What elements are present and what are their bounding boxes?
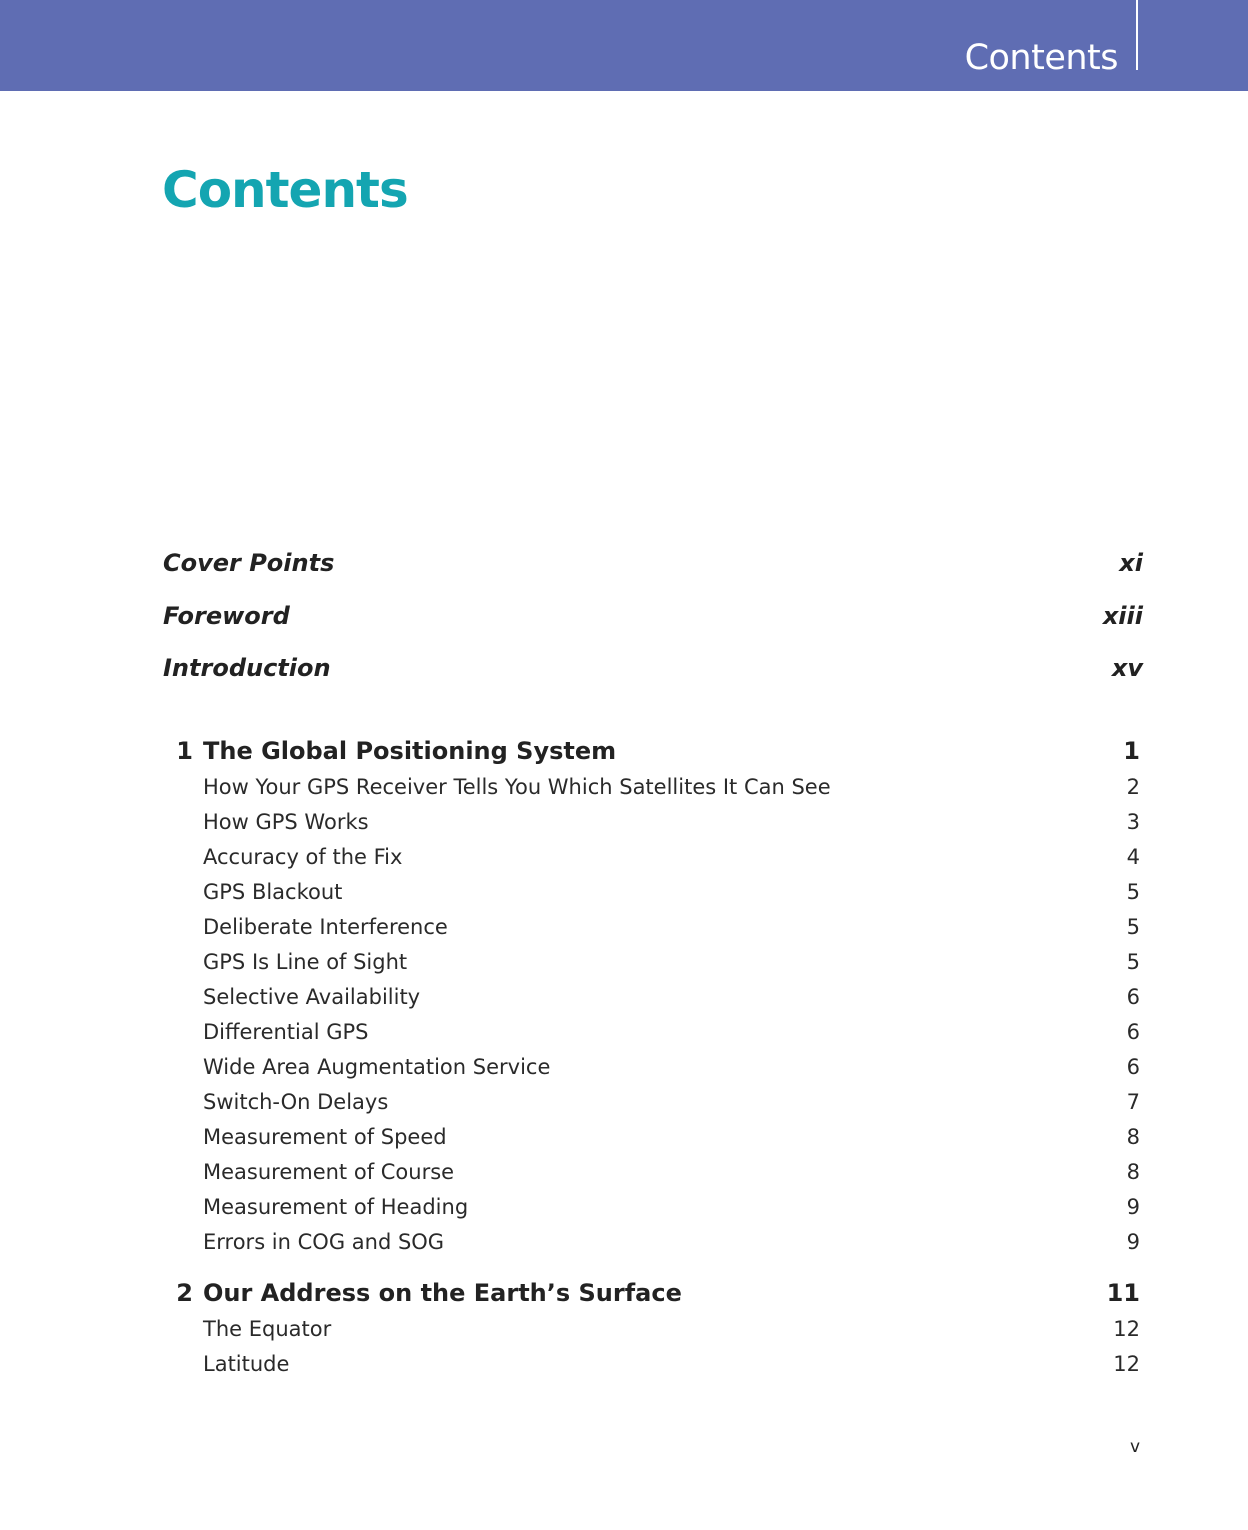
section-label: Accuracy of the Fix [203, 844, 403, 869]
header-band [0, 0, 1248, 91]
toc-entry-label: Foreword [163, 601, 290, 630]
section-label: How Your GPS Receiver Tells You Which Satellites It Can See [203, 774, 831, 799]
section-label: Measurement of Speed [203, 1124, 447, 1149]
page-title: Contents [162, 161, 408, 219]
toc-front-item-foreword[interactable] [163, 596, 1143, 649]
section-label: Measurement of Heading [203, 1194, 469, 1219]
section-label: Switch-On Delays [203, 1089, 389, 1114]
toc-section-item[interactable] [163, 1050, 1143, 1085]
section-label: How GPS Works [203, 809, 369, 834]
toc-section-item[interactable] [163, 1225, 1143, 1260]
section-label: Measurement of Course [203, 1159, 455, 1184]
section-label: Wide Area Augmentation Service [203, 1054, 551, 1079]
toc-section-item[interactable] [163, 840, 1143, 875]
toc-section-item[interactable] [163, 1015, 1143, 1050]
toc-section-item[interactable] [163, 1120, 1143, 1155]
chapter-page: 11 [1106, 1278, 1140, 1307]
table-of-contents [163, 543, 1143, 1382]
section-page: 6 [1126, 1054, 1140, 1079]
toc-entry-page: xv [1111, 654, 1143, 682]
page-folio: v [1130, 1437, 1141, 1457]
section-page: 3 [1126, 809, 1140, 834]
toc-chapter-heading[interactable] [163, 732, 1143, 770]
toc-entry-page: xi [1119, 549, 1143, 577]
section-label: Differential GPS [203, 1019, 369, 1044]
section-label: Errors in COG and SOG [203, 1229, 445, 1254]
chapter-title: Our Address on the Earth’s Surface [203, 1278, 682, 1307]
section-label: Deliberate Interference [203, 914, 448, 939]
toc-chapter-heading[interactable] [163, 1274, 1143, 1312]
toc-section-item[interactable] [163, 1347, 1143, 1382]
section-label: The Equator [203, 1316, 332, 1341]
section-page: 7 [1126, 1089, 1140, 1114]
toc-front-item-introduction[interactable] [163, 648, 1143, 701]
toc-section-item[interactable] [163, 1155, 1143, 1190]
section-page: 8 [1126, 1159, 1140, 1184]
toc-chapter-1 [163, 732, 1143, 1260]
toc-entry-label: Introduction [163, 654, 331, 682]
toc-chapter-2 [163, 1274, 1143, 1382]
section-page: 12 [1113, 1351, 1140, 1376]
chapter-number: 2 [176, 1278, 193, 1307]
section-page: 2 [1126, 774, 1140, 799]
section-page: 6 [1126, 984, 1140, 1009]
toc-entry-label: Cover Points [163, 549, 335, 577]
section-page: 12 [1113, 1316, 1140, 1341]
header-divider [1136, 0, 1138, 70]
toc-section-item[interactable] [163, 1190, 1143, 1225]
section-page: 6 [1126, 1019, 1140, 1044]
toc-section-item[interactable] [163, 1312, 1143, 1347]
toc-section-item[interactable] [163, 945, 1143, 980]
toc-section-item[interactable] [163, 980, 1143, 1015]
toc-section-item[interactable] [163, 770, 1143, 805]
section-page: 5 [1126, 914, 1140, 939]
section-page: 5 [1126, 949, 1140, 974]
chapter-page: 1 [1123, 736, 1140, 765]
toc-section-item[interactable] [163, 1085, 1143, 1120]
section-page: 9 [1126, 1229, 1140, 1254]
section-label: GPS Is Line of Sight [203, 949, 408, 974]
running-title: Contents [964, 38, 1118, 78]
section-label: Latitude [203, 1351, 290, 1376]
section-label: GPS Blackout [203, 879, 343, 904]
chapter-title: The Global Positioning System [203, 736, 617, 765]
section-label: Selective Availability [203, 984, 421, 1009]
toc-entry-page: xiii [1102, 601, 1143, 630]
chapter-number: 1 [176, 736, 193, 765]
toc-section-item[interactable] [163, 910, 1143, 945]
section-page: 4 [1126, 844, 1140, 869]
section-page: 9 [1126, 1194, 1140, 1219]
toc-section-item[interactable] [163, 805, 1143, 840]
section-page: 5 [1126, 879, 1140, 904]
toc-section-item[interactable] [163, 875, 1143, 910]
toc-front-item-cover-points[interactable] [163, 543, 1143, 596]
section-page: 8 [1126, 1124, 1140, 1149]
